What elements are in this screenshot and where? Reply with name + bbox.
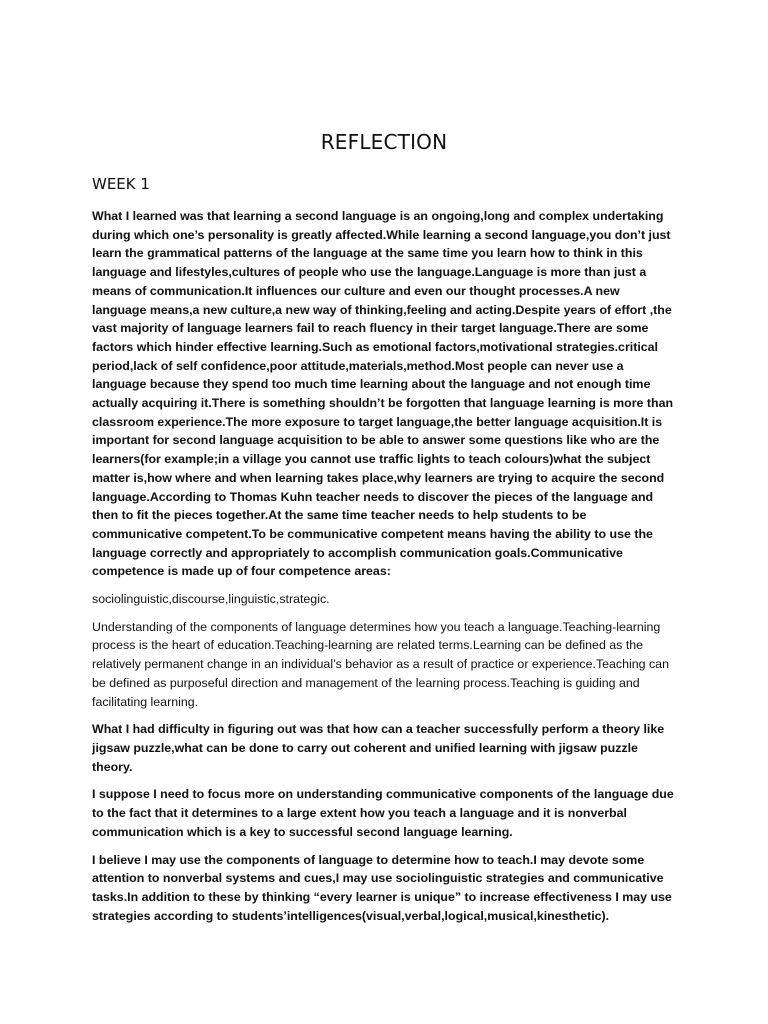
document-body	[92, 207, 675, 934]
document-title: REFLECTION	[320, 130, 448, 154]
paragraph-difficulty: What I had difficulty in figuring out was that how can a teacher successfully perform a theory like jigsaw puzzle,what can be done to carry out coherent and unified learning with jigsaw puzzle theory.	[92, 722, 665, 774]
paragraph-components: Understanding of the components of language determines how you teach a language.Teaching-learning process is the heart of education.Teaching-learning are related terms.Learning can be defined as the relatively permanent change in an individual’s behavior as a result of practice or experience.Teaching can be defined as purposeful direction and management of the learning process.Teaching is guiding and facilitating learning.	[92, 619, 669, 709]
paragraph-learned: What I learned was that learning a second language is an ongoing,long and complex undertaking during which one’s personality is greatly affected.While learning a second language,you don’t just learn the grammatical patterns of the language at the same time you learn how to think in this language and lifestyles,cultures of people who use the language.Language is more than just a means of communication.It influences our culture and even our thought processes.A new language means,a new culture,a new way of thinking,feeling and acting.Despite years of effort ,the vast majority of language learners fail to reach fluency in their target language.There are some factors which hinder effective learning.Such as emotional factors,motivational strategies.critical period,lack of self confidence,poor attitude,materials,method.Most people can never use a language because they spend too much time learning about the language and not enough time actually acquiring it.There is something shouldn’t be forgotten that language learning is more than classroom experience.The more exposure to target language,the better language acquisition.It is important for second language acquisition to be able to answer some questions like who are the learners(for example;in a village you cannot use traffic lights to teach colours)what the subject matter is,how where and when learning takes place,why learners are trying to acquire the second language.According to Thomas Kuhn teacher needs to discover the pieces of the language and then to fit the pieces together.At the same time teacher needs to help students to be communicative competent.To be communicative competent means having the ability to use the language correctly and appropriately to accomplish communication goals.Communicative competence is made up of four competence areas:	[92, 209, 674, 579]
paragraph-competence-areas: sociolinguistic,discourse,linguistic,strategic.	[92, 592, 330, 607]
week-heading: WEEK 1	[92, 175, 150, 193]
paragraph-focus: I suppose I need to focus more on understanding communicative components of the language due to the fact that it determines to a large extent how you teach a language and it is nonverbal communication which is a key to successful second language learning.	[92, 787, 674, 839]
paragraph-belief: I believe I may use the components of language to determine how to teach.I may devote some attention to nonverbal systems and cues,I may use sociolinguistic strategies and communicative tasks.In addition to these by thinking “every learner is unique” to increase effectiveness I may use strategies according to students’intelligences(visual,verbal,logical,musical,kinesthetic).	[92, 852, 672, 923]
